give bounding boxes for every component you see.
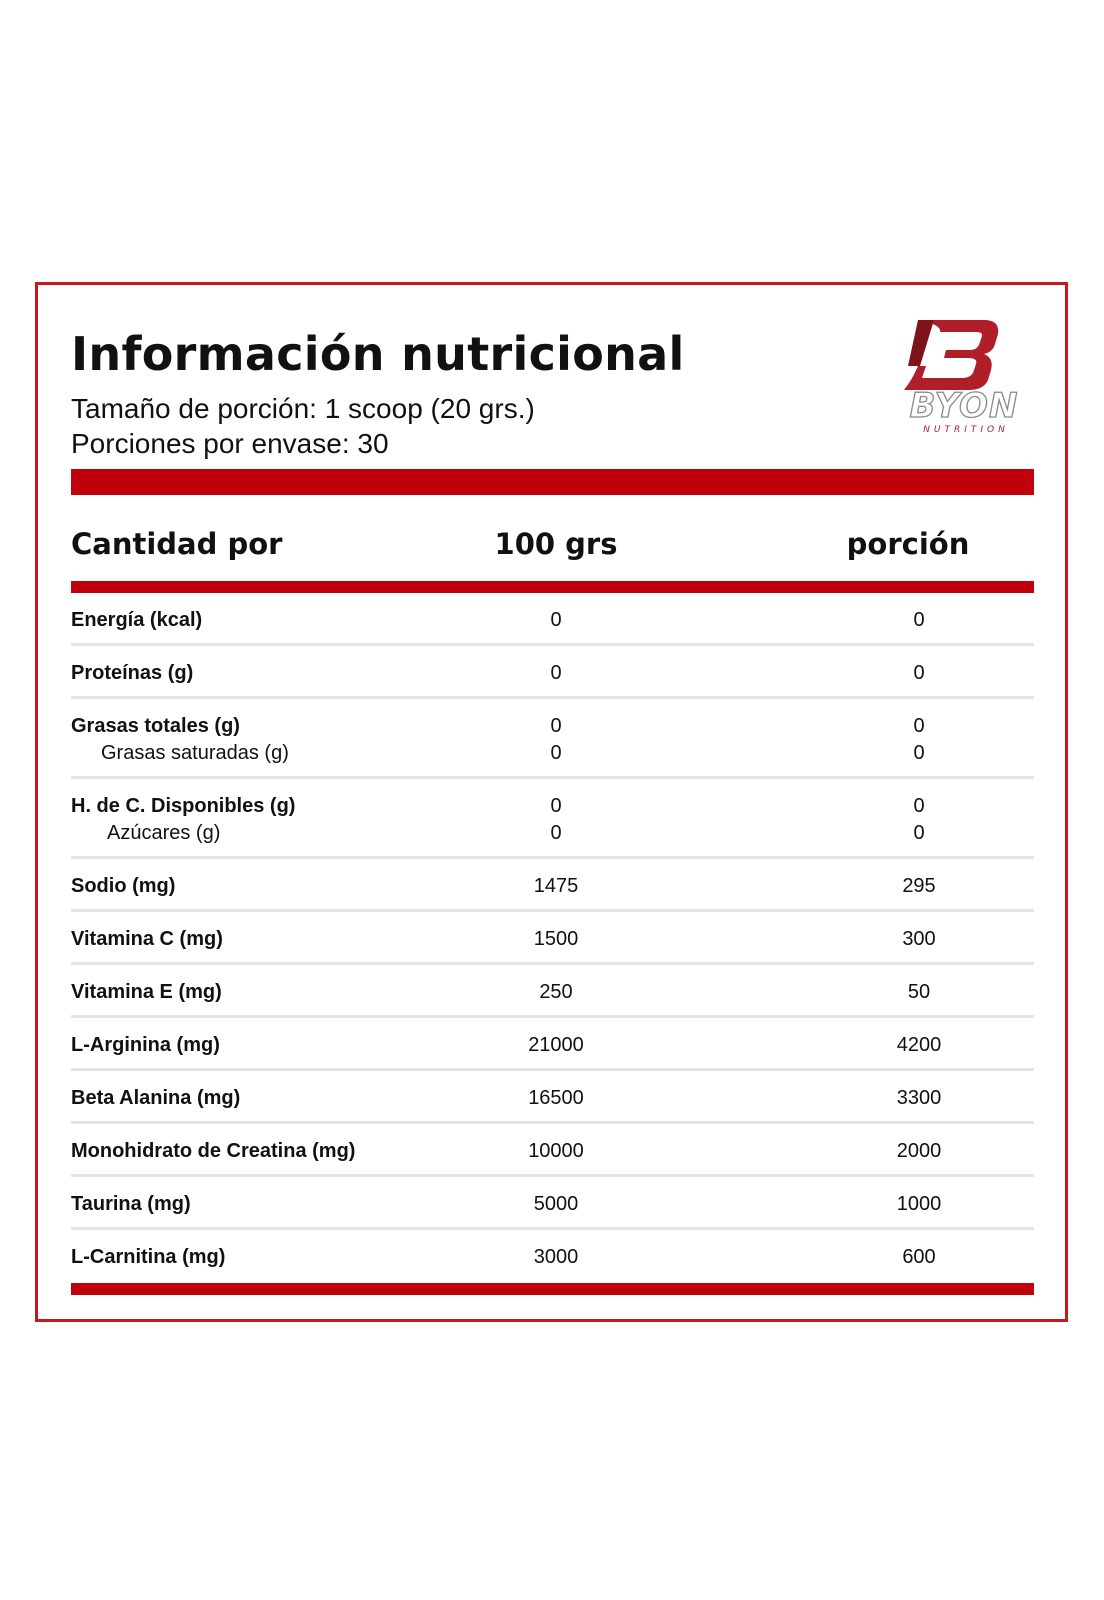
nutrient-label: Vitamina C (mg) bbox=[71, 928, 223, 950]
value-per-serving: 3300 bbox=[896, 1087, 942, 1109]
table-row bbox=[71, 593, 1034, 646]
brand-logo bbox=[900, 316, 1030, 436]
table-row bbox=[71, 1124, 1034, 1177]
nutrient-label: Grasas totales (g) bbox=[71, 715, 240, 737]
brand-name: BYON bbox=[909, 386, 1019, 426]
value-per-serving: 295 bbox=[902, 875, 936, 897]
column-header-100g: 100 grs bbox=[494, 527, 618, 561]
table-row bbox=[71, 699, 1034, 779]
column-header-serving: porción bbox=[846, 527, 970, 561]
nutrient-label: L-Arginina (mg) bbox=[71, 1034, 220, 1056]
value-per-serving: 600 bbox=[902, 1246, 936, 1268]
value-per-100g: 16500 bbox=[528, 1087, 584, 1109]
value-per-serving: 0 bbox=[913, 795, 925, 817]
value-per-100g: 0 bbox=[550, 822, 562, 844]
table-row bbox=[71, 1230, 1034, 1283]
value-per-100g: 0 bbox=[550, 795, 562, 817]
nutrient-label: Sodio (mg) bbox=[71, 875, 176, 897]
value-per-100g: 1475 bbox=[533, 875, 579, 897]
header-divider bbox=[71, 469, 1034, 495]
value-per-serving: 50 bbox=[907, 981, 931, 1003]
nutrient-label: H. de C. Disponibles (g) bbox=[71, 795, 296, 817]
table-row bbox=[71, 912, 1034, 965]
value-per-serving: 2000 bbox=[896, 1140, 942, 1162]
nutrient-label: Proteínas (g) bbox=[71, 662, 194, 684]
value-per-serving: 1000 bbox=[896, 1193, 942, 1215]
column-header-amount: Cantidad por bbox=[71, 527, 283, 561]
servings-per-container: Porciones por envase: 30 bbox=[71, 428, 389, 459]
value-per-100g: 10000 bbox=[528, 1140, 584, 1162]
value-per-100g: 1500 bbox=[533, 928, 579, 950]
sub-nutrient-label: Grasas saturadas (g) bbox=[101, 742, 289, 764]
value-per-serving: 0 bbox=[913, 662, 925, 684]
table-row bbox=[71, 1018, 1034, 1071]
page-title: Información nutricional bbox=[71, 327, 685, 381]
nutrient-label: Vitamina E (mg) bbox=[71, 981, 222, 1003]
value-per-serving: 0 bbox=[913, 609, 925, 631]
nutrient-label: Taurina (mg) bbox=[71, 1193, 191, 1215]
value-per-serving: 0 bbox=[913, 822, 925, 844]
nutrient-label: Energía (kcal) bbox=[71, 609, 203, 631]
table-row bbox=[71, 1177, 1034, 1230]
table-row bbox=[71, 965, 1034, 1018]
value-per-100g: 5000 bbox=[533, 1193, 579, 1215]
value-per-100g: 0 bbox=[550, 742, 562, 764]
nutrient-table bbox=[71, 593, 1034, 1283]
serving-size: Tamaño de porción: 1 scoop (20 grs.) bbox=[71, 393, 535, 424]
brand-tagline: NUTRITION bbox=[923, 425, 1009, 435]
value-per-serving: 0 bbox=[913, 715, 925, 737]
value-per-100g: 0 bbox=[550, 715, 562, 737]
value-per-100g: 0 bbox=[550, 609, 562, 631]
nutrient-label: Monohidrato de Creatina (mg) bbox=[71, 1140, 356, 1162]
column-header-divider bbox=[71, 581, 1034, 593]
value-per-100g: 21000 bbox=[528, 1034, 584, 1056]
value-per-100g: 0 bbox=[550, 662, 562, 684]
sub-nutrient-label: Azúcares (g) bbox=[107, 822, 221, 844]
value-per-serving: 0 bbox=[913, 742, 925, 764]
value-per-serving: 4200 bbox=[896, 1034, 942, 1056]
value-per-serving: 300 bbox=[902, 928, 936, 950]
nutrient-label: L-Carnitina (mg) bbox=[71, 1246, 226, 1268]
footer-divider bbox=[71, 1283, 1034, 1295]
value-per-100g: 3000 bbox=[533, 1246, 579, 1268]
nutrient-label: Beta Alanina (mg) bbox=[71, 1087, 241, 1109]
table-row bbox=[71, 646, 1034, 699]
table-row bbox=[71, 779, 1034, 859]
brand-mark-icon bbox=[904, 320, 998, 390]
value-per-100g: 250 bbox=[539, 981, 573, 1003]
table-row bbox=[71, 859, 1034, 912]
table-row bbox=[71, 1071, 1034, 1124]
